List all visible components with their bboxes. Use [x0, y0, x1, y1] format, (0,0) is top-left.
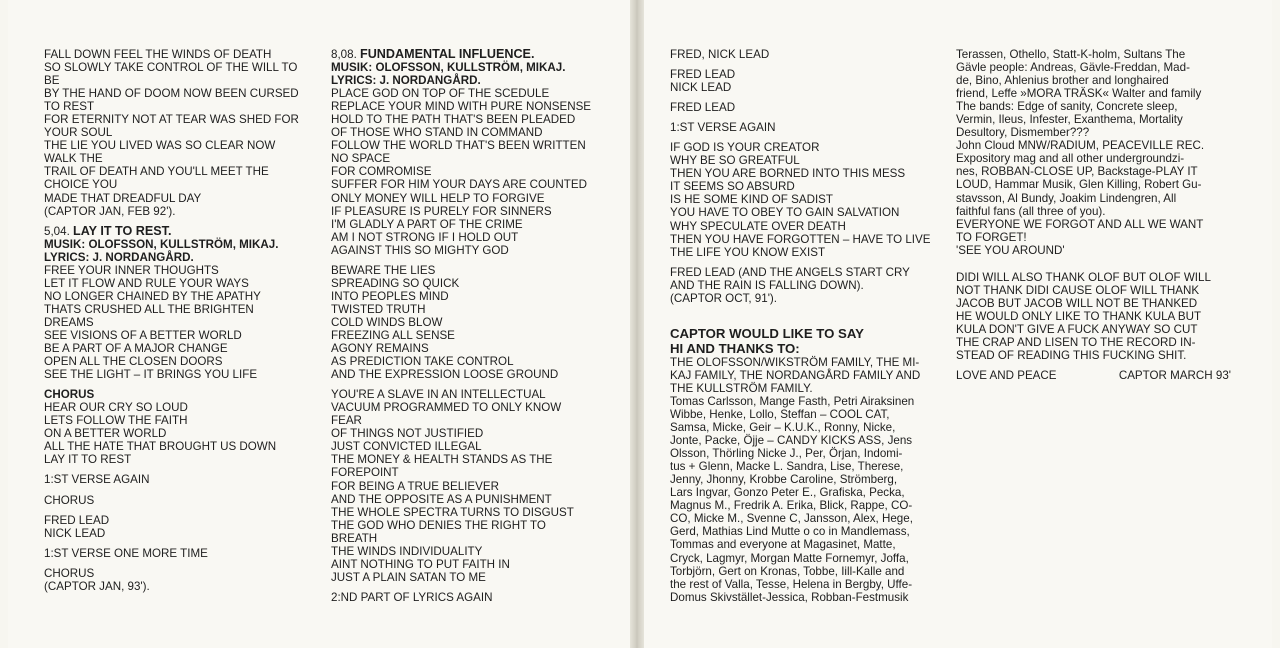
text-line: SEE VISIONS OF A BETTER WORLD	[44, 328, 242, 342]
text-line: stavsson, Al Bundy, Joakim Lindengren, All	[956, 191, 1177, 205]
text-line: YOU'RE A SLAVE IN AN INTELLECTUAL	[331, 388, 546, 402]
text-line: THE LIE YOU LIVED WAS SO CLEAR NOW	[44, 139, 276, 153]
text-line: LET IT FLOW AND RULE YOUR WAYS	[44, 276, 249, 290]
text-line: IF GOD IS YOUR CREATOR	[670, 141, 820, 155]
line-gap	[670, 259, 945, 266]
center-fold	[630, 0, 644, 648]
song-heading	[44, 225, 294, 238]
credit-line: CHORUS	[44, 388, 95, 402]
text-line: FREE YOUR INNER THOUGHTS	[44, 263, 219, 277]
text-line: 1:ST VERSE AGAIN	[44, 473, 150, 487]
text-line: DIDI WILL ALSO THANK OLOF BUT OLOF WILL	[956, 270, 1211, 284]
line-gap	[670, 114, 945, 121]
text-line: TWISTED TRUTH	[331, 302, 426, 316]
lyrics-column-1	[44, 48, 299, 593]
text-line: FOLLOW THE WORLD THAT'S BEEN WRITTEN	[331, 139, 586, 153]
text-line: FRED LEAD	[44, 513, 110, 527]
text-line: FRED LEAD (AND THE ANGELS START CRY	[670, 265, 910, 279]
text-line: John Cloud MNW/RADIUM, PEACEVILLE REC.	[956, 139, 1205, 153]
text-line: CHORUS	[44, 493, 95, 507]
text-line: BREATH	[331, 531, 378, 545]
line-gap	[670, 305, 945, 312]
text-line: Desultory, Dismember???	[956, 126, 1090, 140]
text-line: JACOB BUT JACOB WILL NOT BE THANKED	[956, 296, 1198, 310]
text-line: CHORUS	[44, 566, 95, 580]
text-line: BY THE HAND OF DOOM NOW BEEN CURSED	[44, 87, 299, 101]
text-line: 'SEE YOU AROUND'	[956, 243, 1065, 257]
text-line: THE WINDS INDIVIDUALITY	[331, 544, 483, 558]
text-line: AND THE EXPRESSION LOOSE GROUND	[331, 368, 559, 382]
text-line: AS PREDICTION TAKE CONTROL	[331, 355, 514, 369]
line-gap	[670, 312, 945, 319]
text-line: THEN YOU HAVE FORGOTTEN – HAVE TO LIVE	[670, 232, 931, 246]
text-line: 1:ST VERSE ONE MORE TIME	[44, 546, 208, 560]
text-line: OF THINGS NOT JUSTIFIED	[331, 427, 484, 441]
line-gap	[44, 466, 294, 473]
line-gap	[670, 319, 945, 326]
line-gap	[331, 381, 601, 388]
text-line: I'M GLADLY A PART OF THE CRIME	[331, 217, 523, 231]
text-line: COLD WINDS BLOW	[331, 315, 443, 329]
text-line: OPEN ALL THE CLOSEN DOORS	[44, 355, 223, 369]
credit-line: LYRICS: J. NORDANGÅRD.	[44, 250, 194, 264]
text-line: NO SPACE	[331, 152, 391, 166]
text-line: nes, ROBBAN-CLOSE UP, Backstage-PLAY IT	[956, 165, 1198, 179]
text-line: Wibbe, Henke, Lollo, Steffan – COOL CAT,	[670, 407, 890, 421]
text-line: SEE THE LIGHT – IT BRINGS YOU LIFE	[44, 368, 258, 382]
text-line: the rest of Valla, Tesse, Helena in Bergby, Uffe-	[670, 577, 913, 591]
song-duration: 8,08.	[331, 48, 361, 61]
text-line: 2:ND PART OF LYRICS AGAIN	[331, 590, 493, 604]
text-line: THE LIFE YOU KNOW EXIST	[670, 245, 826, 259]
text-line: Jenny, Jhonny, Krobbe Caroline, Strömberg,	[670, 473, 898, 487]
text-line: JUST CONVICTED ILLEGAL	[331, 440, 482, 454]
text-line: Tommas and everyone at Magasinet, Matte,	[670, 538, 896, 552]
text-line: LOUD, Hammar Musik, Glen Killing, Robert Gu-	[956, 178, 1202, 192]
text-line: Magnus M., Fredrik A. Erika, Blick, Rappe, CO-	[670, 499, 913, 513]
line-gap	[670, 61, 945, 68]
text-line: IT SEEMS SO ABSURD	[670, 180, 795, 194]
song-duration: 5,04.	[44, 224, 74, 238]
credit-line: LYRICS: J. NORDANGÅRD.	[331, 74, 481, 88]
text-line: AND THE OPPOSITE AS A PUNISHMENT	[331, 492, 552, 506]
text-line: WHY BE SO GREATFUL	[670, 154, 800, 168]
line-gap	[44, 560, 294, 567]
text-line: Gerd, Mathias Lind Mutte o co in Mandlemass,	[670, 525, 910, 539]
text-line: Domus Skivstället-Jessica, Robban-Festmusik	[670, 590, 909, 604]
text-line: friend, Leffe »MORA TRÄSK« Walter and family	[956, 87, 1202, 101]
text-line: FRED LEAD	[670, 68, 736, 82]
text-line: STEAD OF READING THIS FUCKING SHIT.	[956, 349, 1187, 363]
text-line: JUST A PLAIN SATAN TO ME	[331, 570, 486, 584]
thanks-heading: HI AND THANKS TO:	[670, 340, 800, 356]
text-line: NICK LEAD	[670, 81, 732, 95]
text-line: SPREADING SO QUICK	[331, 276, 460, 290]
text-line: THE MONEY & HEALTH STANDS AS THE	[331, 453, 553, 467]
text-line: BE	[44, 74, 60, 88]
text-line: YOU HAVE TO OBEY TO GAIN SALVATION	[670, 206, 900, 220]
signoff-right: CAPTOR MARCH 93'	[1118, 369, 1231, 383]
text-line: FREEZING ALL SENSE	[331, 328, 455, 342]
text-line: HOLD TO THE PATH THAT'S BEEN PLEADED	[331, 113, 576, 127]
text-line: faithful fans (all three of you).	[956, 204, 1106, 218]
line-gap	[331, 584, 601, 591]
signoff-left: LOVE AND PEACE	[956, 369, 1057, 383]
text-line: THE CRAP AND LISEN TO THE RECORD IN-	[956, 335, 1196, 349]
text-line: THE WHOLE SPECTRA TURNS TO DISGUST	[331, 505, 574, 519]
lyrics-column-2	[331, 48, 601, 604]
text-line: AM I NOT STRONG IF I HOLD OUT	[331, 230, 519, 244]
thanks-column-4	[956, 48, 1231, 382]
text-line: CO, Micke M., Svenne C, Jansson, Alex, Hege,	[670, 512, 913, 526]
text-line: EVERYONE WE FORGOT AND ALL WE WANT	[956, 217, 1204, 231]
text-line: Gävle people: Andreas, Gävle-Freddan, Mad-	[956, 61, 1190, 75]
text-line: Jonte, Packe, Öjje – CANDY KICKS ASS, Jens	[670, 434, 913, 448]
text-line: WALK THE	[44, 152, 103, 166]
text-line: Olsson, Thörling Nicke J., Per, Örjan, Indomi-	[670, 447, 903, 461]
line-gap	[44, 540, 294, 547]
text-line: Vermin, Ileus, Infester, Exanthema, Mortality	[956, 113, 1183, 127]
text-line: ONLY MONEY WILL HELP TO FORGIVE	[331, 191, 545, 205]
text-line: (CAPTOR JAN, FEB 92').	[44, 204, 176, 218]
text-line: BEWARE THE LIES	[331, 263, 436, 277]
text-line: FOR BEING A TRUE BELIEVER	[331, 479, 499, 493]
text-line: Torbjörn, Gert on Kronas, Tobbe, Iill-Kalle and	[670, 564, 905, 578]
text-line: ALL THE HATE THAT BROUGHT US DOWN	[44, 440, 277, 454]
line-gap	[956, 362, 1231, 369]
line-gap	[44, 507, 294, 514]
text-line: SO SLOWLY TAKE CONTROL OF THE WILL TO	[44, 61, 298, 75]
text-line: LETS FOLLOW THE FAITH	[44, 414, 188, 428]
song-title: LAY IT TO REST.	[73, 223, 172, 238]
text-line: Cryck, Lagmyr, Morgan Matte Fornemyr, Joffa,	[670, 551, 909, 565]
text-line: VACUUM PROGRAMMED TO ONLY KNOW	[331, 401, 562, 415]
text-line: LAY IT TO REST	[44, 453, 132, 467]
text-line: Lars Ingvar, Gonzo Peter E., Grafiska, Pecka,	[670, 486, 905, 500]
text-line: THEN YOU ARE BORNED INTO THIS MESS	[670, 167, 906, 181]
text-line: OF THOSE WHO STAND IN COMMAND	[331, 126, 543, 140]
text-line: HE WOULD ONLY LIKE TO THANK KULA BUT	[956, 309, 1202, 323]
line-gap	[44, 381, 294, 388]
text-line: TO FORGET!	[956, 230, 1027, 244]
text-line: The bands: Edge of sanity, Concrete sleep,	[956, 100, 1178, 114]
text-line: (CAPTOR OCT, 91').	[670, 291, 778, 305]
credit-line: MUSIK: OLOFSSON, KULLSTRÖM, MIKAJ.	[331, 61, 566, 75]
text-line: HEAR OUR CRY SO LOUD	[44, 401, 188, 415]
text-line: 1:ST VERSE AGAIN	[670, 121, 776, 135]
text-line: WHY SPECULATE OVER DEATH	[670, 219, 846, 233]
line-gap	[956, 257, 1231, 264]
text-line: THE OLOFSSON/WIKSTRÖM FAMILY, THE MI-	[670, 355, 920, 369]
text-line: FOR COMROMISE	[331, 165, 432, 179]
text-line: FOREPOINT	[331, 466, 399, 480]
text-line: NO LONGER CHAINED BY THE APATHY	[44, 289, 261, 303]
text-line: REPLACE YOUR MIND WITH PURE NONSENSE	[331, 100, 592, 114]
text-line: SUFFER FOR HIM YOUR DAYS ARE COUNTED	[331, 178, 587, 192]
text-line: ON A BETTER WORLD	[44, 427, 167, 441]
text-line: FEAR	[331, 414, 362, 428]
line-gap	[670, 134, 945, 141]
text-line: DREAMS	[44, 315, 94, 329]
text-line: NOT THANK DIDI CAUSE OLOF WILL THANK	[956, 283, 1200, 297]
text-line: de, Bino, Ahlenius brother and longhaired	[956, 74, 1169, 88]
text-line: TRAIL OF DEATH AND YOU'LL MEET THE	[44, 165, 269, 179]
signoff-row	[956, 369, 1231, 382]
song-heading	[331, 48, 601, 61]
text-line: YOUR SOUL	[44, 126, 113, 140]
text-line: BE A PART OF A MAJOR CHANGE	[44, 342, 228, 356]
thanks-heading: CAPTOR WOULD LIKE TO SAY	[670, 325, 864, 341]
text-line: TO REST	[44, 100, 95, 114]
text-line: CHOICE YOU	[44, 178, 118, 192]
text-line: MADE THAT DREADFUL DAY	[44, 191, 202, 205]
text-line: AGONY REMAINS	[331, 342, 429, 356]
text-line: Terassen, Othello, Statt-K-holm, Sultans The	[956, 48, 1186, 61]
text-line: THE GOD WHO DENIES THE RIGHT TO	[331, 518, 546, 532]
text-line: FOR ETERNITY NOT AT TEAR WAS SHED FOR	[44, 113, 299, 127]
text-line: FALL DOWN FEEL THE WINDS OF DEATH	[44, 48, 272, 61]
line-gap	[331, 257, 601, 264]
line-gap	[44, 487, 294, 494]
text-line: KULA DON'T GIVE A FUCK ANYWAY SO CUT	[956, 322, 1198, 336]
text-line: Expository mag and all other undergroundzi-	[956, 152, 1185, 166]
text-line: AINT NOTHING TO PUT FAITH IN	[331, 557, 510, 571]
text-line: KAJ FAMILY, THE NORDANGÅRD FAMILY AND	[670, 368, 921, 382]
text-line: FRED LEAD	[670, 101, 736, 115]
line-gap	[956, 264, 1231, 271]
credit-line: MUSIK: OLOFSSON, KULLSTRÖM, MIKAJ.	[44, 237, 279, 251]
text-line: NICK LEAD	[44, 526, 106, 540]
text-line: PLACE GOD ON TOP OF THE SCEDULE	[331, 87, 550, 101]
lyrics-column-3	[670, 48, 945, 604]
text-line: IF PLEASURE IS PURELY FOR SINNERS	[331, 204, 552, 218]
text-line: FRED, NICK LEAD	[670, 48, 770, 61]
text-line: AGAINST THIS SO MIGHTY GOD	[331, 243, 509, 257]
text-line: Tomas Carlsson, Mange Fasth, Petri Airaksinen	[670, 394, 915, 408]
text-line: Samsa, Micke, Geir – K.U.K., Ronny, Nicke,	[670, 421, 896, 435]
text-line: THE KULLSTRÖM FAMILY.	[670, 381, 813, 395]
song-title: FUNDAMENTAL INFLUENCE.	[360, 47, 535, 61]
text-line: (CAPTOR JAN, 93').	[44, 579, 150, 593]
text-line: IS HE SOME KIND OF SADIST	[670, 193, 833, 207]
text-line: tus + Glenn, Macke L. Sandra, Lise, Therese,	[670, 460, 904, 474]
text-line: THATS CRUSHED ALL THE BRIGHTEN	[44, 302, 254, 316]
line-gap	[670, 94, 945, 101]
text-line: AND THE RAIN IS FALLING DOWN).	[670, 278, 864, 292]
text-line: INTO PEOPLES MIND	[331, 289, 449, 303]
